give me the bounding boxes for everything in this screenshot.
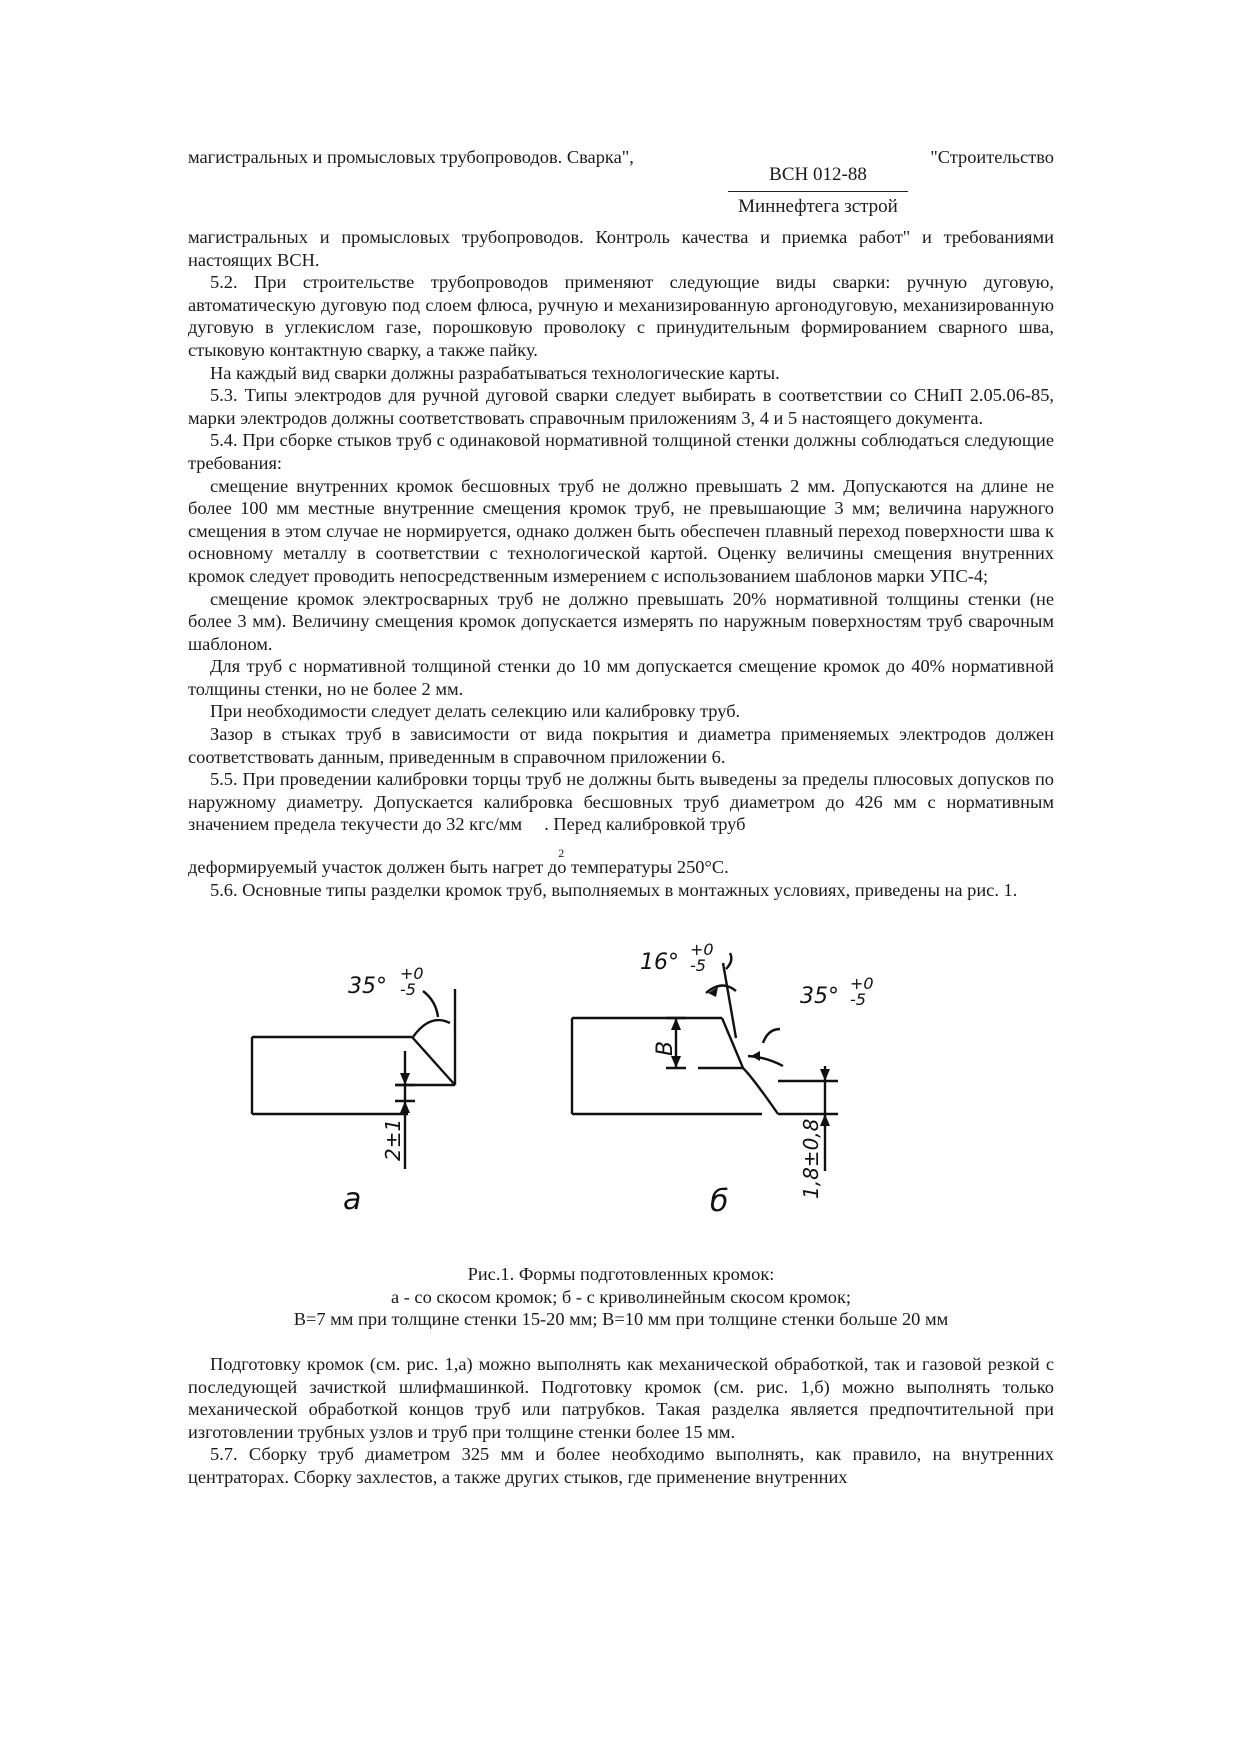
- left-angle-tol-bottom: -5: [400, 980, 416, 1000]
- paragraph-5-5-cont: деформируемый участок должен быть нагрет до температуры 250°С.: [188, 857, 729, 878]
- paragraph-5-3: 5.3. Типы электродов для ручной дуговой сварки следует выбирать в соответствии со СНиП 2.05.06-85, марки электродов должны соответствовать справочным приложениям 3, 4 и 5 настоящего документа.: [188, 385, 1054, 428]
- paragraph-selection: При необходимости следует делать селекцию или калибровку труб.: [210, 701, 741, 722]
- paragraph-thin-wall: Для труб с нормативной толщиной стенки до 10 мм допускается смещение кромок до 40% нормативной толщины стенки, но не более 2 мм.: [188, 656, 1054, 699]
- paragraph-5-2: 5.2. При строительстве трубопроводов применяют следующие виды сварки: ручную дуговую, автоматическую дуговую под слоем флюса, ручную и механизированную аргонодуговую, механизированную дуговую в углекислом газе, порошковую проволоку с принудительным формированием сварного шва, стыковую контактную сварку, а также пайку.: [188, 272, 1054, 360]
- figure-edge-forms: [188, 931, 1054, 1261]
- superscript-2: 2: [558, 846, 565, 861]
- doc-org: Миннефтега зстрой: [738, 196, 898, 217]
- caption-line-3: В=7 мм при толщине стенки 15-20 мм; В=10 мм при толщине стенки больше 20 мм: [293, 1309, 949, 1330]
- figure-drawing: [188, 931, 1054, 1261]
- paragraph-5-7: 5.7. Сборку труб диаметром 325 мм и более необходимо выполнять, как правило, на внутренних центраторах. Сборку захлестов, а также других стыков, где применение внутренних: [188, 1444, 1054, 1487]
- p55-text-a: 5.5. При проведении калибровки торцы труб не должны быть выведены за пределы плюсовых допусков по наружному диаметру. Допускается калибровка бесшовных труб диаметром до 426 мм с нормативным значением предела текучести до 32 кгс/мм: [188, 769, 1054, 835]
- paragraph-gap: Зазор в стыках труб в зависимости от вида покрытия и диаметра применяемых электродов должен соответствовать данным, приведенным в справочном приложении 6.: [188, 724, 1054, 767]
- right-angle2-tol-bottom: -5: [850, 990, 866, 1010]
- paragraph-5-4: 5.4. При сборке стыков труб с одинаковой нормативной толщиной стенки должны соблюдаться следующие требования:: [188, 430, 1054, 473]
- paragraph-welded-offset: смещение кромок электросварных труб не должно превышать 20% нормативной толщины стенки (не более 3 мм). Величину смещения кромок допускается измерять по наружным поверхностям труб сварочным шаблоном.: [188, 588, 1054, 654]
- header-left-text: магистральных и промысловых трубопроводов. Сварка",: [188, 147, 634, 167]
- right-angle1-tol-top: +0: [690, 940, 714, 960]
- left-angle-label: 35°: [348, 974, 387, 1000]
- figure-letter-b: б: [710, 1184, 729, 1220]
- right-angle2-tol-top: +0: [850, 974, 874, 994]
- left-gap-label: 2±1: [381, 1119, 405, 1162]
- left-angle-tol-top: +0: [400, 964, 424, 984]
- paragraph-5-6: 5.6. Основные типы разделки кромок труб, выполняемых в монтажных условиях, приведены на рис. 1.: [210, 879, 1018, 900]
- right-angle1-tol-bottom: -5: [690, 956, 706, 976]
- paragraph-5-5: [188, 768, 1054, 861]
- figure-letter-a: а: [343, 1182, 362, 1218]
- p55-text-b: . Перед калибровкой труб: [544, 814, 746, 835]
- document-reference: [188, 164, 1054, 226]
- spacer: [188, 1331, 1054, 1353]
- header-right-text: "Строительство: [930, 147, 1054, 167]
- right-gap-label: 1,8±0,8: [799, 1118, 823, 1200]
- paragraph-tech-cards: На каждый вид сварки должны разрабатываться технологические карты.: [210, 362, 780, 383]
- document-page: [188, 146, 1054, 1489]
- paragraph-seamless-offset: смещение внутренних кромок бесшовных труб не должно превышать 2 мм. Допускаются на длине не более 100 мм местные внутренние смещения кромок труб, не превышающие 3 мм; величина наружного смещения в этом случае не нормируется, однако должен быть обеспечен плавный переход поверхности шва к основному металлу в соответствии с технологической картой. Оценку величины смещения внутренних кромок следует проводить непосредственным измерением с использованием шаблонов марки УПС-4;: [188, 475, 1054, 586]
- paragraph-continuation: магистральных и промысловых трубопроводов. Контроль качества и приемка работ" и требованиями настоящих ВСН.: [188, 227, 1054, 270]
- caption-line-1: Рис.1. Формы подготовленных кромок:: [467, 1264, 775, 1285]
- doc-code: ВСН 012-88: [728, 164, 908, 192]
- right-angle2-label: 35°: [800, 984, 839, 1010]
- right-angle1-label: 16°: [640, 950, 679, 976]
- paragraph-edge-prep: Подготовку кромок (см. рис. 1,а) можно выполнять как механической обработкой, так и газовой резкой с последующей зачисткой шлифмашинкой. Подготовку кромок (см. рис. 1,б) можно выполнять только механической обработкой концов труб или патрубков. Такая разделка является предпочтительной при изготовлении трубных узлов и труб при толщине стенки более 15 мм.: [188, 1354, 1054, 1442]
- caption-line-2: а - со скосом кромок; б - с криволинейным скосом кромок;: [390, 1286, 852, 1307]
- right-b-label: В: [653, 1041, 678, 1057]
- header-line: [188, 146, 1054, 168]
- figure-caption: [188, 1263, 1054, 1331]
